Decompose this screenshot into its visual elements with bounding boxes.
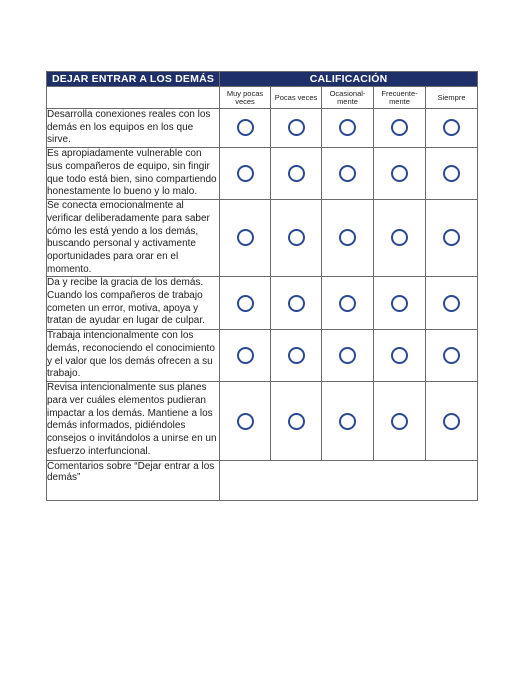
- rating-radio-icon[interactable]: [391, 413, 408, 430]
- rating-radio-icon[interactable]: [237, 229, 254, 246]
- statement-row: [47, 382, 478, 461]
- statement-row: [47, 148, 478, 200]
- rating-radio-icon[interactable]: [339, 119, 356, 136]
- rating-table: [46, 71, 478, 501]
- rating-radio-icon[interactable]: [339, 165, 356, 182]
- statement-row: [47, 109, 478, 148]
- rating-radio-icon[interactable]: [443, 295, 460, 312]
- rating-radio-icon[interactable]: [391, 165, 408, 182]
- comments-row: [47, 461, 478, 501]
- rating-radio-icon[interactable]: [391, 229, 408, 246]
- statement-text: Desarrolla conexiones reales con los demás en los equipos en los que sirve.: [47, 109, 220, 148]
- statement-text: Es apropiadamente vulnerable con sus compañeros de equipo, sin fingir que todo está bien, sino compartiendo honestamente lo bueno y lo malo.: [47, 148, 220, 200]
- rating-radio-icon[interactable]: [339, 295, 356, 312]
- rating-radio-icon[interactable]: [443, 347, 460, 364]
- statement-text: Da y recibe la gracia de los demás. Cuando los compañeros de trabajo cometen un error, motiva, apoya y tratan de ayudar en lugar de culpar.: [47, 277, 220, 330]
- statement-row: [47, 330, 478, 382]
- rating-radio-icon[interactable]: [237, 413, 254, 430]
- rating-radio-icon[interactable]: [391, 119, 408, 136]
- scale-label-frecuentemente: Frecuente-mente: [374, 87, 426, 109]
- rating-radio-icon[interactable]: [237, 347, 254, 364]
- comments-field[interactable]: [220, 461, 478, 501]
- rating-radio-icon[interactable]: [237, 165, 254, 182]
- rating-radio-icon[interactable]: [443, 413, 460, 430]
- rating-radio-icon[interactable]: [391, 295, 408, 312]
- rating-radio-icon[interactable]: [339, 229, 356, 246]
- rating-radio-icon[interactable]: [288, 165, 305, 182]
- rating-radio-icon[interactable]: [443, 119, 460, 136]
- scale-label-muy-pocas-veces: Muy pocas veces: [220, 87, 271, 109]
- scale-blank-cell: [47, 87, 220, 109]
- statement-text: Revisa intencionalmente sus planes para ver cuáles elementos pudieran impactar a los demás. Mantiene a los demás informados, pidiéndoles consejos o invitándolos a unirse en un esfuerzo interfuncional.: [47, 382, 220, 461]
- section-header: DEJAR ENTRAR A LOS DEMÁS: [47, 72, 220, 87]
- rating-radio-icon[interactable]: [443, 165, 460, 182]
- scale-label-ocasionalmente: Ocasional-mente: [322, 87, 374, 109]
- scale-label-siempre: Siempre: [426, 87, 478, 109]
- scale-label-pocas-veces: Pocas veces: [271, 87, 322, 109]
- rating-radio-icon[interactable]: [288, 119, 305, 136]
- rating-radio-icon[interactable]: [288, 347, 305, 364]
- rating-radio-icon[interactable]: [288, 413, 305, 430]
- rating-radio-icon[interactable]: [339, 413, 356, 430]
- comments-label: Comentarios sobre “Dejar entrar a los demás”: [47, 461, 220, 501]
- rating-radio-icon[interactable]: [443, 229, 460, 246]
- statement-text: Trabaja intencionalmente con los demás, reconociendo el conocimiento y el valor que los demás ofrecen a su trabajo.: [47, 330, 220, 382]
- rating-radio-icon[interactable]: [237, 119, 254, 136]
- statement-row: [47, 277, 478, 330]
- rating-radio-icon[interactable]: [391, 347, 408, 364]
- rating-radio-icon[interactable]: [339, 347, 356, 364]
- rating-radio-icon[interactable]: [288, 229, 305, 246]
- rating-header: CALIFICACIÓN: [220, 72, 478, 87]
- rating-radio-icon[interactable]: [237, 295, 254, 312]
- rating-radio-icon[interactable]: [288, 295, 305, 312]
- statement-row: [47, 200, 478, 277]
- statement-text: Se conecta emocionalmente al verificar deliberadamente para saber cómo les está yendo a los demás, buscando personal y activamente oportunidades para orar en el momento.: [47, 200, 220, 277]
